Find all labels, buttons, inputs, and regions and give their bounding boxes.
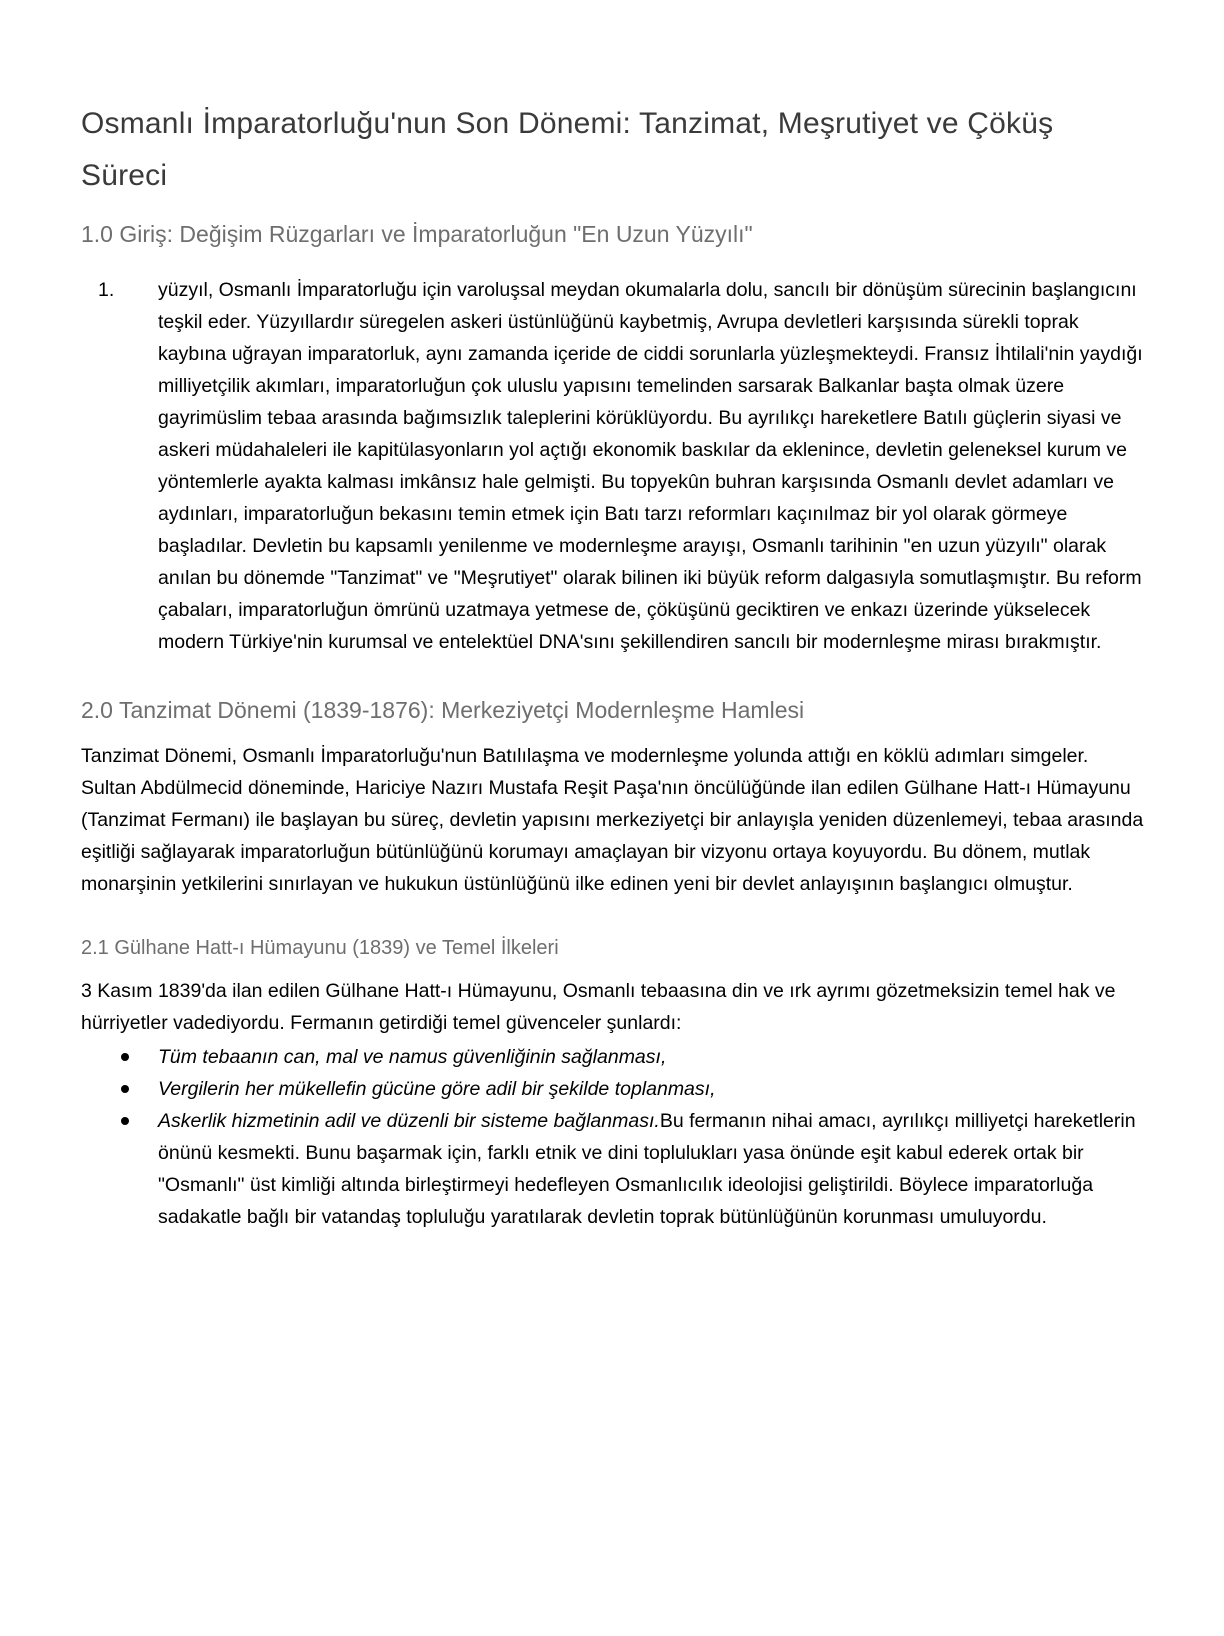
section-2-1-heading: 2.1 Gülhane Hatt-ı Hümayunu (1839) ve Temel İlkeleri bbox=[81, 937, 559, 959]
bullet-icon bbox=[121, 1117, 129, 1125]
list-item bbox=[81, 1073, 1146, 1105]
list-item bbox=[81, 274, 1146, 658]
bullet-icon bbox=[121, 1053, 129, 1061]
bullet-list bbox=[81, 1041, 1146, 1233]
section-2-1-paragraph: 3 Kasım 1839'da ilan edilen Gülhane Hatt-ı Hümayunu, Osmanlı tebaasına din ve ırk ayrımı gözetmeksizin temel hak ve hürriyetler vadediyordu. Fermanın getirdiği temel güvenceler şunlardı: bbox=[81, 980, 1116, 1034]
section-1-heading: 1.0 Giriş: Değişim Rüzgarları ve İmparatorluğun "En Uzun Yüzyılı" bbox=[81, 221, 753, 247]
bullet-item-text-regular-part: Bu fermanın nihai amacı, ayrılıkçı milliyetçi hareketlerin önünü kesmekti. Bunu başarmak için, farklı etnik ve dini toplulukları yasa önünde eşit kabul ederek ortak bir "Osmanlı" üst kimliği altında birleştirmeyi hedefleyen Osmanlıcılık ideolojisi geliştirildi. Böylece imparatorluğa sadakatle bağlı bir vatandaş topluluğu yaratılarak devletin toprak bütünlüğünün korunması umuluyordu. bbox=[158, 1110, 1136, 1228]
bullet-item-text bbox=[158, 1105, 1146, 1233]
bullet-icon bbox=[121, 1085, 129, 1093]
bullet-item-text: Tüm tebaanın can, mal ve namus güvenliğinin sağlanması, bbox=[158, 1046, 667, 1068]
bullet-item-text: Vergilerin her mükellefin gücüne göre adil bir şekilde toplanması, bbox=[158, 1078, 716, 1100]
bullet-item-text-italic-part: Askerlik hizmetinin adil ve düzenli bir sisteme bağlanması. bbox=[158, 1110, 660, 1132]
list-item-text: yüzyıl, Osmanlı İmparatorluğu için varoluşsal meydan okumalarla dolu, sancılı bir dönüşüm sürecinin başlangıcını teşkil eder. Yüzyıllardır süregelen askeri üstünlüğünü kaybetmiş, Avrupa devletleri karşısında sürekli toprak kaybına uğrayan imparatorluk, aynı zamanda içeride de ciddi sorunlarla yüzleşmekteydi. Fransız İhtilali'nin yaydığı milliyetçilik akımları, imparatorluğun çok uluslu yapısını temelinden sarsarak Balkanlar başta olmak üzere gayrimüslim tebaa arasında bağımsızlık taleplerini körüklüyordu. Bu ayrılıkçı hareketlere Batılı güçlerin siyasi ve askeri müdahaleleri ile kapitülasyonların yol açtığı ekonomik baskılar da eklenince, devletin geleneksel kurum ve yöntemlerle ayakta kalması imkânsız hale gelmişti. Bu topyekûn buhran karşısında Osmanlı devlet adamları ve aydınları, imparatorluğun bekasını temin etmek için Batı tarzı reformları kaçınılmaz bir yol olarak görmeye başladılar. Devletin bu kapsamlı yenilenme ve modernleşme arayışı, Osmanlı tarihinin "en uzun yüzyılı" olarak anılan bu dönemde "Tanzimat" ve "Meşrutiyet" olarak bilinen iki büyük reform dalgasıyla somutlaşmıştır. Bu reform çabaları, imparatorluğun ömrünü uzatmaya yetmese de, çöküşünü geciktiren ve enkazı üzerinde yükselecek modern Türkiye'nin kurumsal ve entelektüel DNA'sını şekillendiren sancılı bir modernleşme mirası bırakmıştır. bbox=[158, 279, 1143, 653]
list-item-number: 1. bbox=[98, 279, 115, 301]
list-item bbox=[81, 1105, 1146, 1233]
section-2-paragraph: Tanzimat Dönemi, Osmanlı İmparatorluğu'nun Batılılaşma ve modernleşme yolunda attığı en köklü adımları simgeler. Sultan Abdülmecid döneminde, Hariciye Nazırı Mustafa Reşit Paşa'nın öncülüğünde ilan edilen Gülhane Hatt-ı Hümayunu (Tanzimat Fermanı) ile başlayan bu süreç, devletin yapısını merkeziyetçi bir anlayışla yeniden düzenlemeyi, tebaa arasında eşitliği sağlayarak imparatorluğun bütünlüğünü korumayı amaçlayan bir vizyonu ortaya koyuyordu. Bu dönem, mutlak monarşinin yetkilerini sınırlayan ve hukukun üstünlüğünü ilke edinen yeni bir devlet anlayışının başlangıcı olmuştur. bbox=[81, 745, 1144, 895]
numbered-list bbox=[81, 274, 1146, 658]
list-item bbox=[81, 1041, 1146, 1073]
section-2-heading: 2.0 Tanzimat Dönemi (1839-1876): Merkeziyetçi Modernleşme Hamlesi bbox=[81, 697, 805, 723]
document-title: Osmanlı İmparatorluğu'nun Son Dönemi: Tanzimat, Meşrutiyet ve Çöküş Süreci bbox=[81, 107, 1054, 192]
